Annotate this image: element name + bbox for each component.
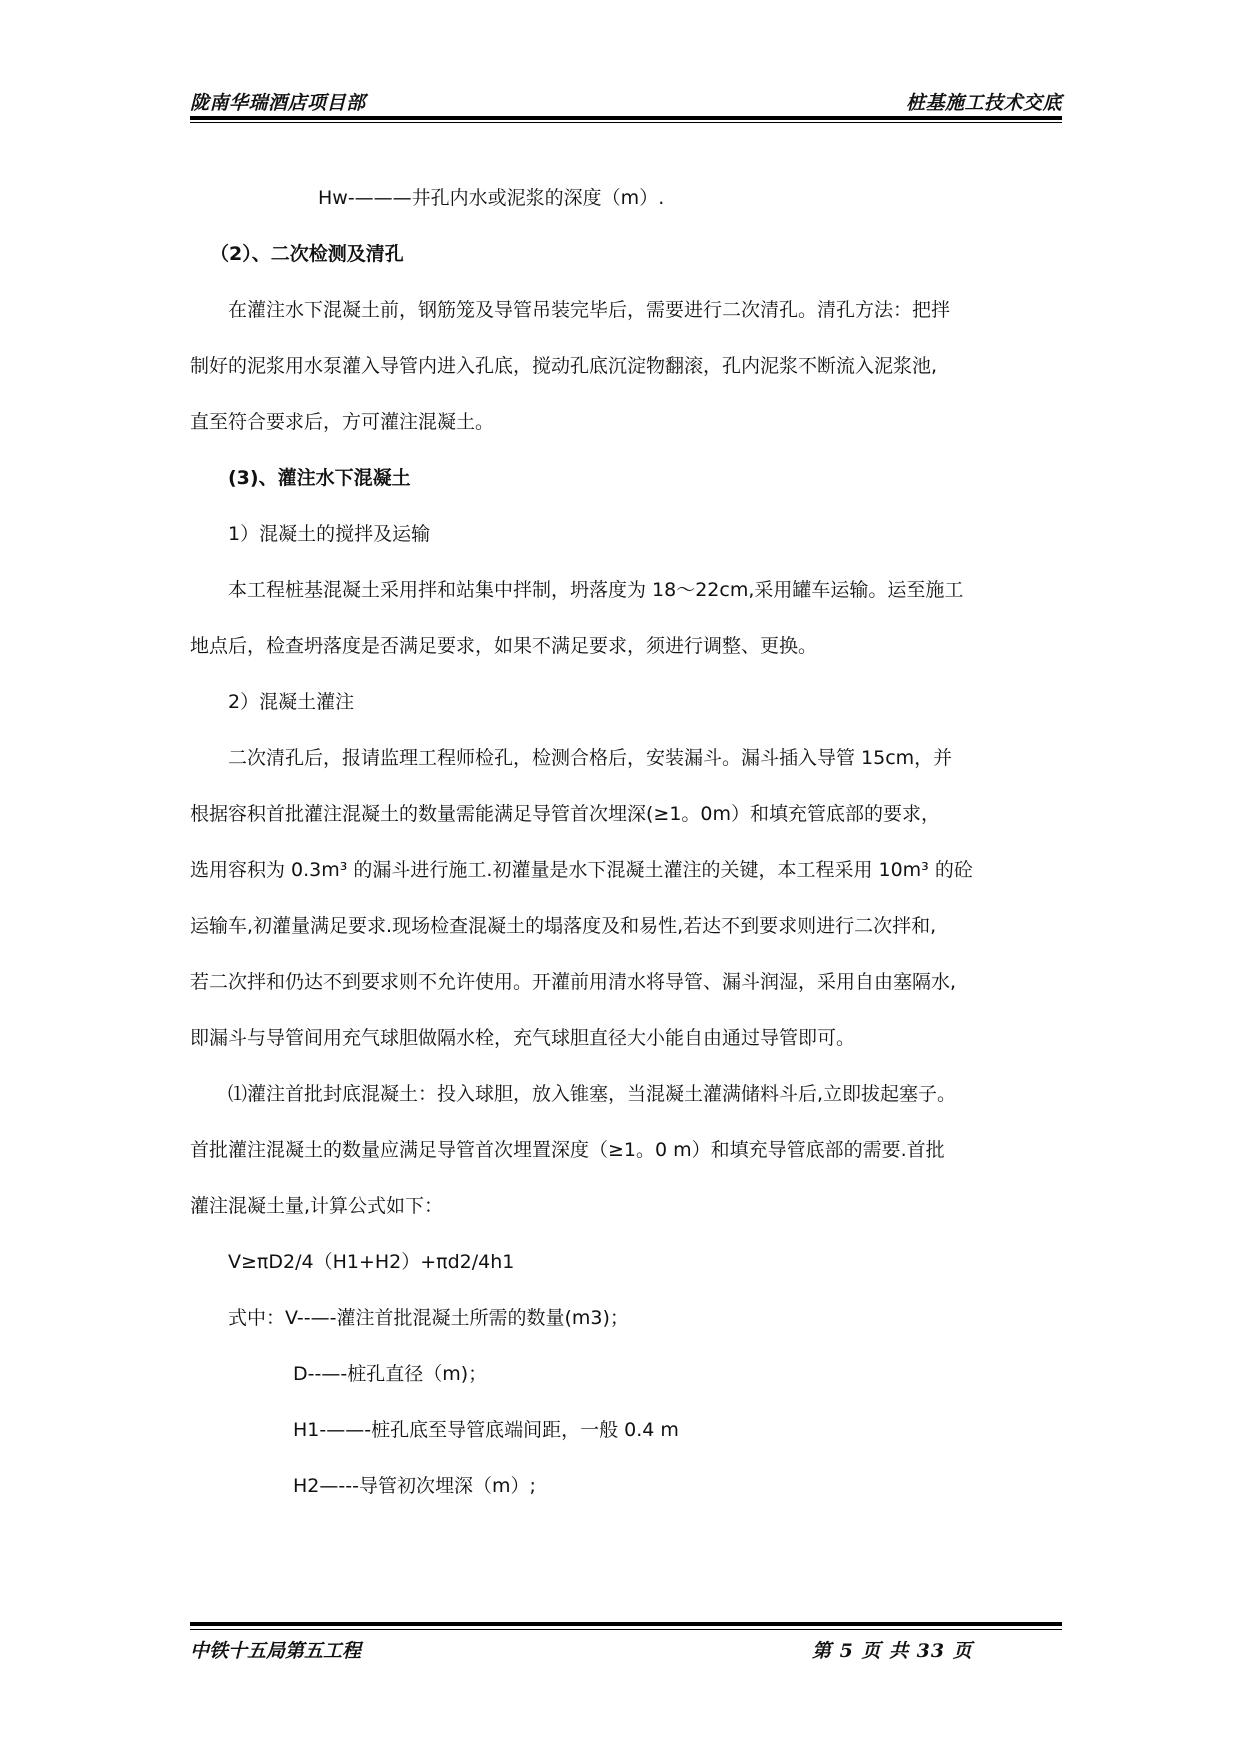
page-footer	[190, 1636, 1062, 1670]
formula-where-d: D--—-桩孔直径（m)；	[293, 1363, 488, 1385]
header-divider	[190, 116, 1062, 120]
paragraph-line: 本工程桩基混凝土采用拌和站集中拌制，坍落度为 18～22cm,采用罐车运输。运至施工	[228, 579, 964, 601]
section-2-paragraph	[190, 282, 1062, 450]
paragraph-line: 选用容积为 0.3m³ 的漏斗进行施工.初灌量是水下混凝土灌注的关键，本工程采用 10m³ 的砼	[190, 859, 973, 881]
paragraph-line: 首批灌注混凝土的数量应满足导管首次埋置深度（≥1。0 m）和填充导管底部的需要.首批	[190, 1139, 945, 1161]
document-body	[190, 170, 1062, 1514]
page-number: 第 5 页 共 33 页	[812, 1640, 973, 1662]
paragraph-line: 运输车,初灌量满足要求.现场检查混凝土的塌落度及和易性,若达不到要求则进行二次拌和,	[190, 915, 937, 937]
paragraph-line: 若二次拌和仍达不到要求则不允许使用。开灌前用清水将导管、漏斗润湿，采用自由塞隔水,	[190, 971, 957, 993]
item-1-paragraph	[190, 1066, 1062, 1234]
paragraph-line: 在灌注水下混凝土前，钢筋笼及导管吊装完毕后，需要进行二次清孔。清孔方法：把拌	[228, 299, 951, 321]
footer-divider-thin	[190, 1629, 1062, 1630]
footer-company: 中铁十五局第五工程	[190, 1640, 362, 1662]
hw-definition: Hw-———井孔内水或泥浆的深度（m）.	[318, 187, 665, 209]
paragraph-line: 直至符合要求后，方可灌注混凝土。	[190, 411, 495, 433]
formula-where-h1: H1-——-桩孔底至导管底端间距，一般 0.4 m	[293, 1419, 679, 1441]
header-document-title: 桩基施工技术交底	[905, 92, 1062, 114]
formula-where-v: 式中：V--—-灌注首批混凝土所需的数量(m3)；	[228, 1307, 629, 1329]
footer-divider	[190, 1622, 1062, 1626]
header-project-name: 陇南华瑞酒店项目部	[190, 92, 366, 114]
paragraph-line: ⑴灌注首批封底混凝土：投入球胆，放入锥塞，当混凝土灌满储料斗后,立即拔起塞子。	[228, 1083, 957, 1105]
subsection-2-paragraph	[190, 730, 1062, 1066]
page-header	[190, 84, 1062, 118]
paragraph-line: 二次清孔后，报请监理工程师检孔，检测合格后，安装漏斗。漏斗插入导管 15cm，并	[228, 747, 953, 769]
section-2-heading: （2）、二次检测及清孔	[210, 243, 404, 265]
paragraph-line: 地点后，检查坍落度是否满足要求，如果不满足要求，须进行调整、更换。	[190, 635, 818, 657]
header-divider-thin	[190, 122, 1062, 123]
subsection-2-heading: 2）混凝土灌注	[228, 691, 355, 713]
paragraph-line: 根据容积首批灌注混凝土的数量需能满足导管首次埋深(≥1。0m）和填充管底部的要求，	[190, 803, 941, 825]
paragraph-line: 灌注混凝土量,计算公式如下：	[190, 1195, 444, 1217]
paragraph-line: 制好的泥浆用水泵灌入导管内进入孔底，搅动孔底沉淀物翻滚，孔内泥浆不断流入泥浆池,	[190, 355, 938, 377]
formula: V≥πD2/4（H1+H2）+πd2/4h1	[228, 1251, 515, 1273]
subsection-1-paragraph	[190, 562, 1062, 674]
section-3-heading: (3)、灌注水下混凝土	[228, 467, 411, 489]
subsection-1-heading: 1）混凝土的搅拌及运输	[228, 523, 431, 545]
paragraph-line: 即漏斗与导管间用充气球胆做隔水栓，充气球胆直径大小能自由通过导管即可。	[190, 1027, 856, 1049]
formula-where-h2: H2—---导管初次埋深（m）;	[293, 1475, 536, 1497]
